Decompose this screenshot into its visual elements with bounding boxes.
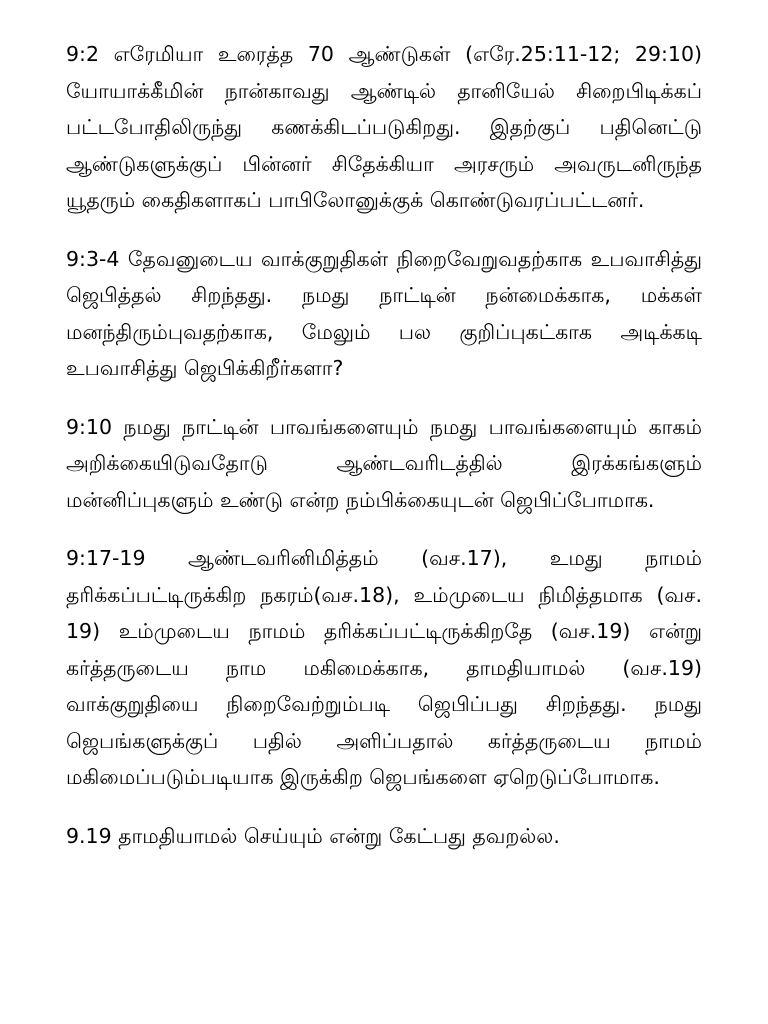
paragraph-9-17-19: 9:17-19 ஆண்டவரினிமித்தம் (வச.17), உமது நாமம் தரிக்கப்பட்டிருக்கிற நகரம்(வச.18), உம்முடைய நிமித்தமாக (வச. 19) உம்முடைய நாமம் தரிக்கப்பட்டிருக்கிறதே (வச.19) என்று கர்த்தருடைய நாம மகிமைக்காக, தாமதியாமல் (வச.19) வாக்குறுதியை நிறைவேற்றும்படி ஜெபிப்பது சிறந்தது. நமது ஜெபங்களுக்குப் பதில் அளிப்பதால் கர்த்தருடைய நாமம் மகிமைப்படும்படியாக இருக்கிற ஜெபங்களை ஏறெடுப்போமாக.: [66, 546, 702, 789]
paragraph-9-19: 9.19 தாமதியாமல் செய்யும் என்று கேட்பது தவறல்ல.: [66, 823, 560, 848]
paragraph-9-2: 9:2 எரேமியா உரைத்த 70 ஆண்டுகள் (எரே.25:11-12; 29:10) யோயாக்கீமின் நான்காவது ஆண்டில் தானியேல் சிறைபிடிக்கப் பட்டபோதிலிருந்து கணக்கிடப்படுகிறது. இதற்குப் பதினெட்டு ஆண்டுகளுக்குப் பின்னர் சிதேக்கியா அரசரும் அவருடனிருந்த யூதரும் கைதிகளாகப் பாபிலோனுக்குக் கொண்டுவரப்பட்டனர்.: [66, 42, 702, 212]
paragraph-9-10: 9:10 நமது நாட்டின் பாவங்களையும் நமது பாவங்களையும் காகம் அறிக்கையிடுவதோடு ஆண்டவரிடத்தில் இரக்கங்களும் மன்னிப்புகளும் உண்டு என்ற நம்பிக்கையுடன் ஜெபிப்போமாக.: [66, 414, 702, 512]
paragraph-9-3-4: 9:3-4 தேவனுடைய வாக்குறுதிகள் நிறைவேறுவதற்காக உபவாசித்து ஜெபித்தல் சிறந்தது. நமது நாட்டின் நன்மைக்காக, மக்கள் மனந்திரும்புவதற்காக, மேலும் பல குறிப்புகட்காக அடிக்கடி உபவாசித்து ஜெபிக்கிறீர்களா?: [66, 246, 702, 380]
document-page: [66, 36, 702, 876]
